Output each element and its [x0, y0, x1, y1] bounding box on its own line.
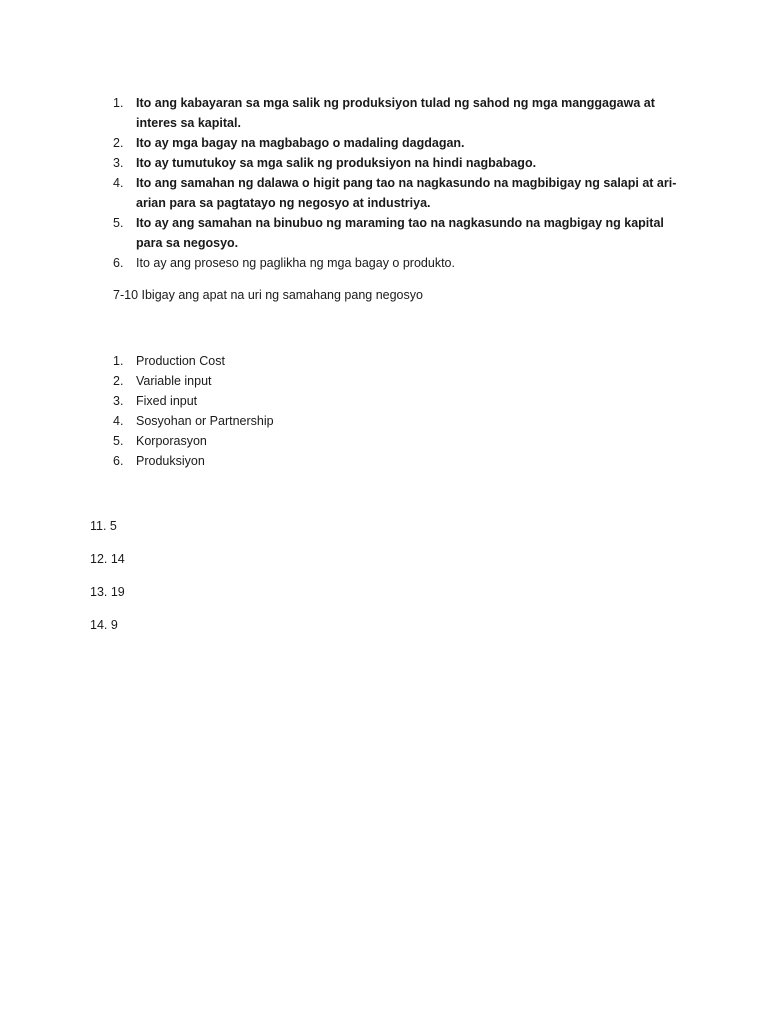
answer-text: Production Cost — [136, 354, 225, 368]
question-number: 3. — [113, 156, 124, 170]
answer-number: 3. — [113, 394, 124, 408]
extra-answer-14: 14. 9 — [90, 618, 118, 632]
question-item-5 — [108, 213, 688, 253]
answer-text: Variable input — [136, 374, 212, 388]
answer-text: Korporasyon — [136, 434, 207, 448]
question-item-4 — [108, 173, 688, 213]
question-item-2 — [108, 133, 688, 153]
answer-text: Sosyohan or Partnership — [136, 414, 274, 428]
answer-number: 2. — [113, 374, 124, 388]
question-list — [108, 93, 688, 273]
answer-number: 6. — [113, 454, 124, 468]
question-text: Ito ay tumutukoy sa mga salik ng produksiyon na hindi nagbabago. — [136, 156, 537, 170]
question-text: Ito ang kabayaran sa mga salik ng produksiyon tulad ng sahod ng mga manggagawa at interes sa kapital. — [136, 96, 655, 130]
answer-item-6 — [108, 451, 508, 471]
answer-text: Fixed input — [136, 394, 198, 408]
answer-text: Produksiyon — [136, 454, 205, 468]
question-text: Ito ang samahan ng dalawa o higit pang tao na nagkasundo na magbibigay ng salapi at ari-arian para sa pagtatayo ng negosyo at industriya. — [136, 176, 677, 210]
answer-list — [108, 351, 508, 471]
answer-number: 5. — [113, 434, 124, 448]
extra-answer-13: 13. 19 — [90, 585, 125, 599]
question-text: Ito ay ang proseso ng paglikha ng mga bagay o produkto. — [136, 256, 455, 270]
question-number: 6. — [113, 256, 124, 270]
extra-answer-11: 11. 5 — [90, 519, 117, 533]
question-item-3 — [108, 153, 688, 173]
answer-item-4 — [108, 411, 508, 431]
answer-item-3 — [108, 391, 508, 411]
instruction-text: 7-10 Ibigay ang apat na uri ng samahang pang negosyo — [113, 288, 423, 302]
answer-number: 1. — [113, 354, 124, 368]
answer-item-2 — [108, 371, 508, 391]
extra-answer-12: 12. 14 — [90, 552, 125, 566]
question-item-6 — [108, 253, 688, 273]
question-number: 2. — [113, 136, 124, 150]
question-number: 5. — [113, 216, 124, 230]
question-number: 4. — [113, 176, 124, 190]
question-number: 1. — [113, 96, 124, 110]
question-text: Ito ay ang samahan na binubuo ng maraming tao na nagkasundo na magbigay ng kapital para sa negosyo. — [136, 216, 664, 250]
answer-item-1 — [108, 351, 508, 371]
answer-number: 4. — [113, 414, 124, 428]
question-text: Ito ay mga bagay na magbabago o madaling dagdagan. — [136, 136, 465, 150]
answer-item-5 — [108, 431, 508, 451]
question-item-1 — [108, 93, 688, 133]
